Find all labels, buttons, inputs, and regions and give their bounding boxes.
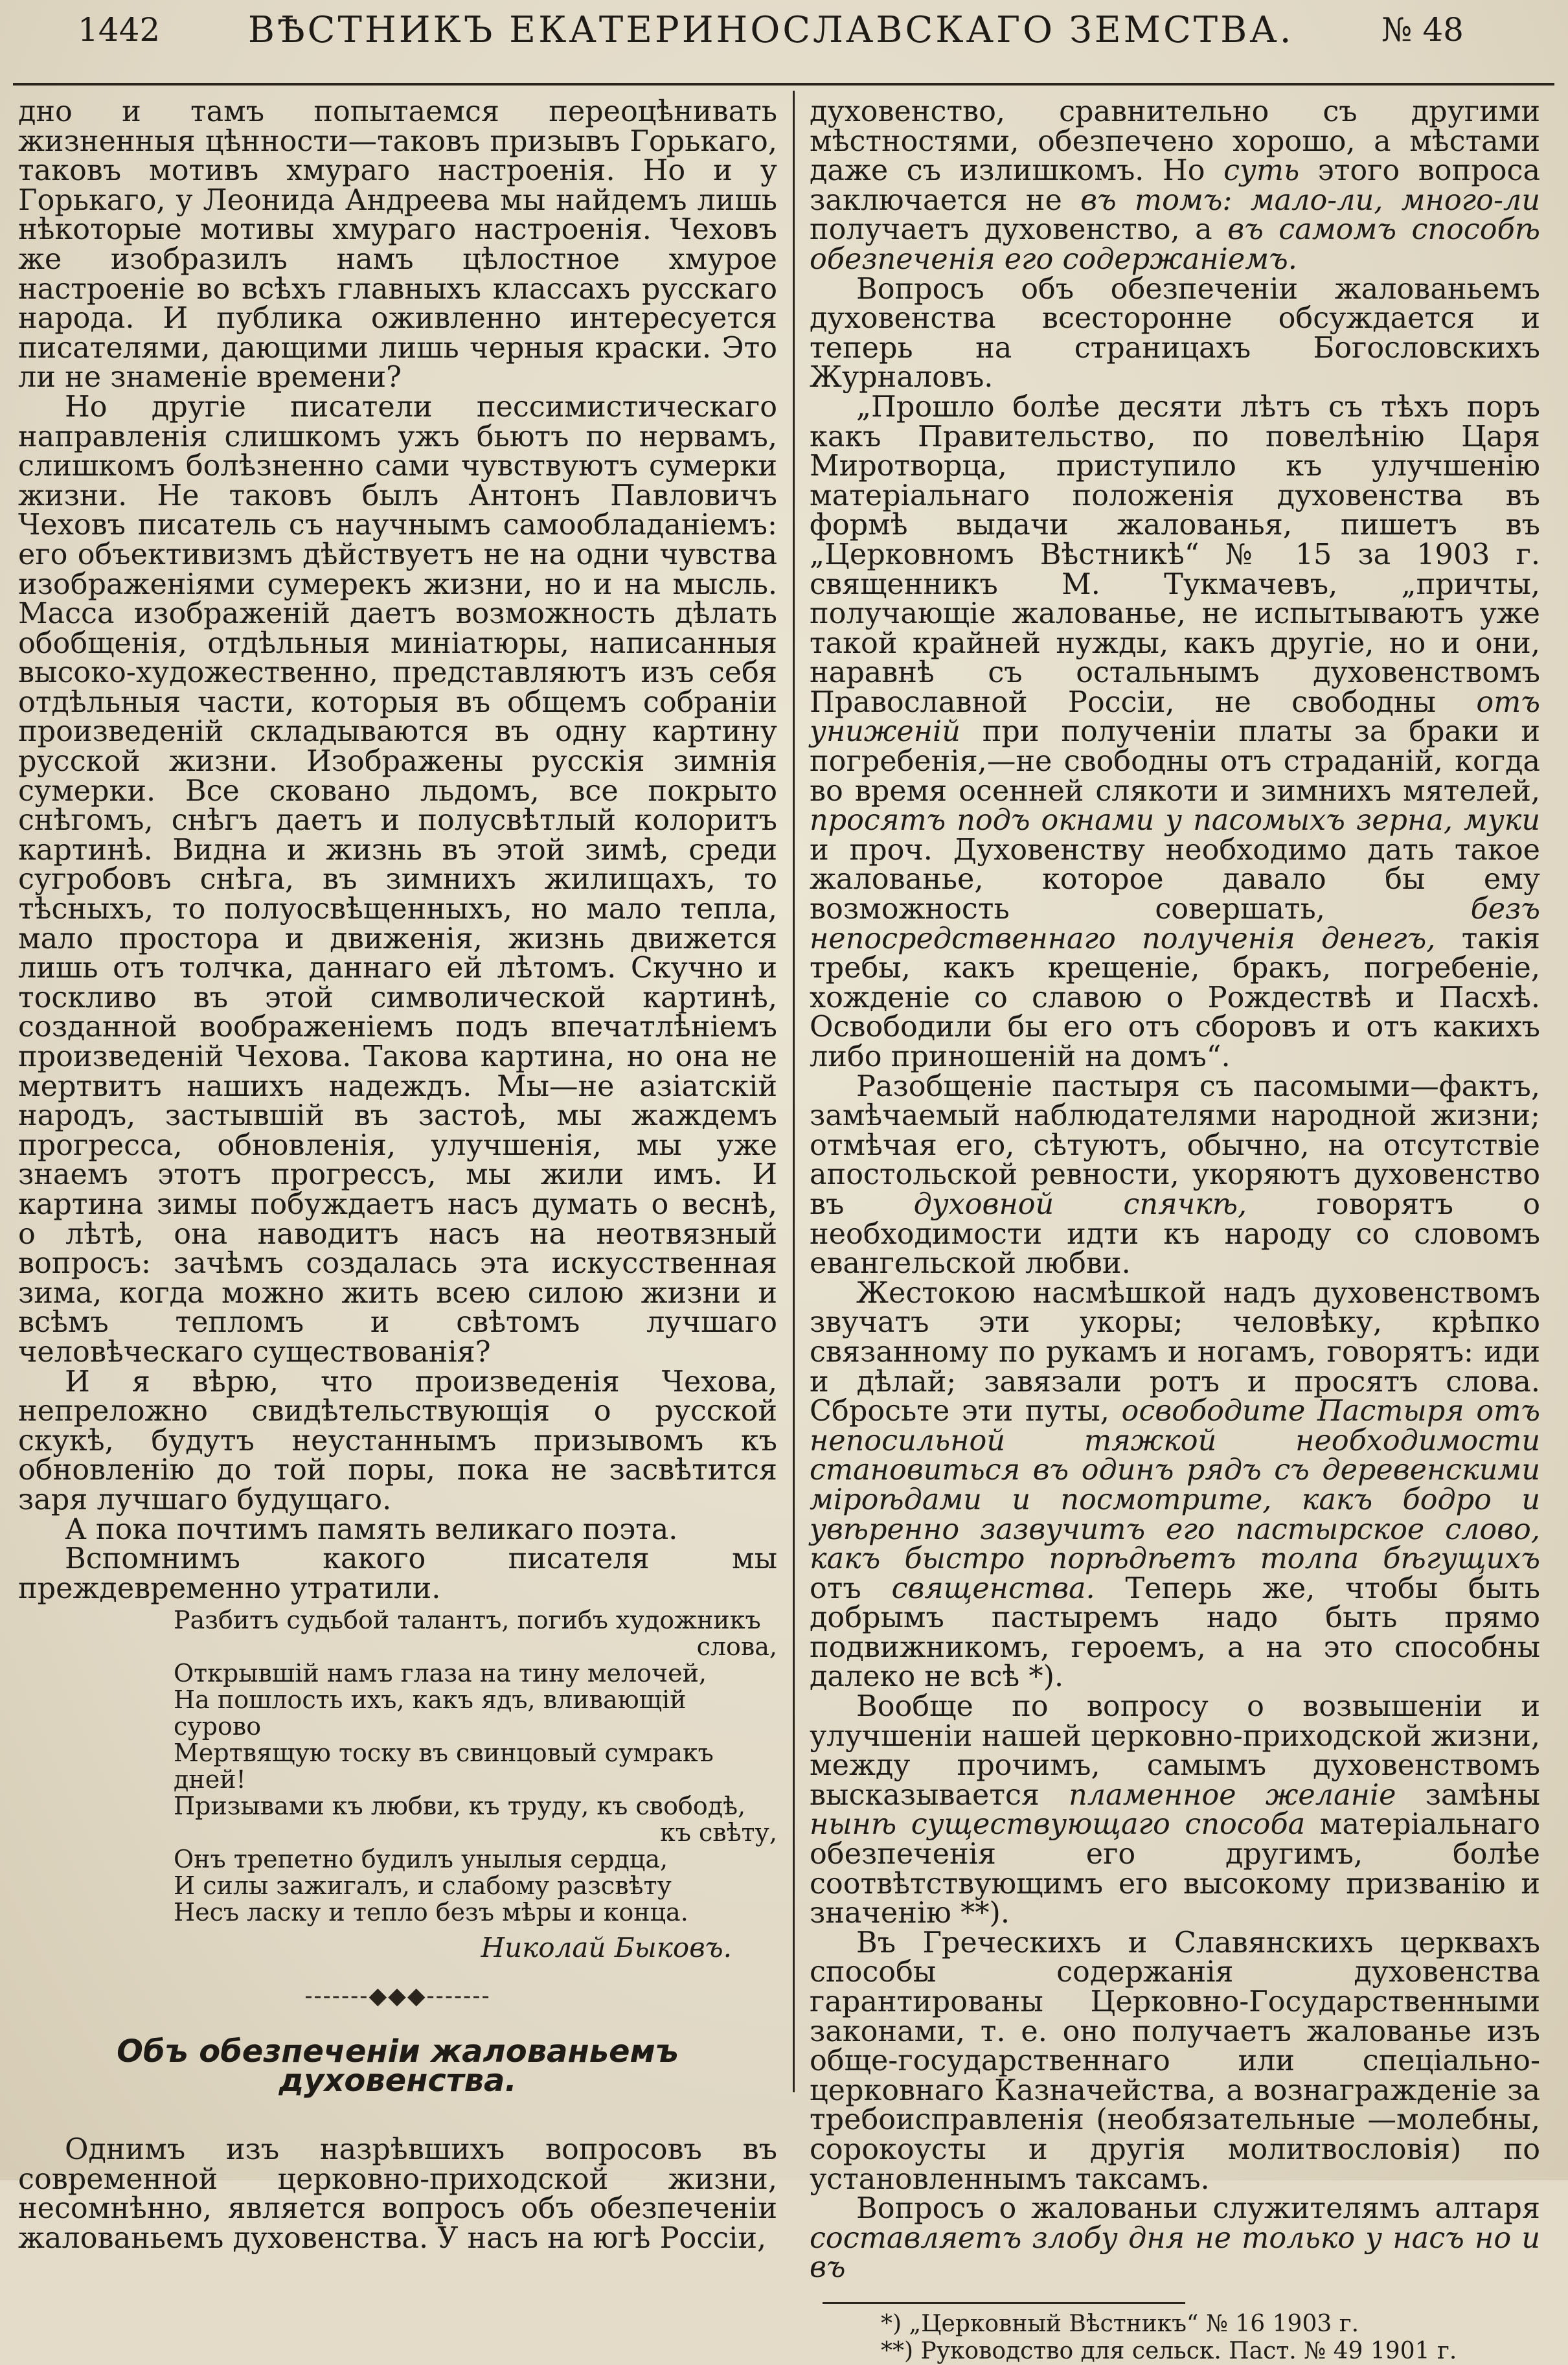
italic-run: духовной спячкѣ, [913,1187,1247,1221]
italic-run: въ томъ: мало-ли, много-ли [1080,183,1540,217]
paragraph: Но другіе писатели пессимистическаго направленія слишкомъ ужъ бьютъ по нервамъ, слишкомъ болѣзненно сами чувствуютъ сумерки жизни. Не таковъ былъ Антонъ Павловичъ Чеховъ писатель съ научнымъ самообладаніемъ: его объективизмъ дѣйствуетъ не на одни чувства изображеніями сумерекъ жизни, но и на мысль. Масса изображеній даетъ возможность дѣлать обобщенія, отдѣльныя миніатюры, написанныя высоко-художественно, представляютъ изъ себя отдѣльныя части, которыя въ общемъ собраніи произведеній складываются въ одну картину русской жизни. Изображены русскія зимнія сумерки. Все сковано льдомъ, все покрыто снѣгомъ, снѣгъ даетъ и полусвѣтлый колоритъ картинѣ. Видна и жизнь въ этой зимѣ, среди сугробовъ снѣга, въ зимнихъ жилищахъ, то тѣсныхъ, то полуосвѣщенныхъ, но мало тепла, мало простора и движенія, жизнь движется лишь отъ толчка, даннаго ей лѣтомъ. Скучно и тоскливо въ этой символической картинѣ, созданной воображеніемъ подъ впечатлѣніемъ произведеній Чехова. Такова картина, но она не мертвитъ нашихъ надеждъ. Мы—не азіатскій народъ, застывшій въ застоѣ, мы жаждемъ прогресса, обновленія, улучшенія, мы уже знаемъ этотъ прогрессъ, мы жили имъ. И картина зимы побуждаетъ насъ думать о веснѣ, о лѣтѣ, она наводитъ насъ на неотвязный вопросъ: зачѣмъ создалась эта искусственная зима, когда можно жить всею силою жизни и всѣмъ тепломъ и свѣтомъ лучшаго человѣческаго существованія? [18,390,777,1369]
text-run: замѣны [1396,1778,1540,1812]
footnote-rule [823,2302,1185,2304]
italic-run: безъ непосредственнаго полученія денегъ, [810,893,1540,955]
paragraph: дно и тамъ попытаемся переоцѣнивать жизненныя цѣнности—таковъ призывъ Горькаго, таковъ мотивъ хмураго настроенія. Но и у Горькаго, у Леонида Андреева мы найдемъ лишь нѣкоторые мотивы хмураго настроенія. Чеховъ же изобразилъ намъ цѣлостное хмурое настроеніе во всѣхъ главныхъ классахъ русскаго народа. И публика оживленно интересуется писателями, дающими лишь черныя краски. Это ли не знаменіе времени? [18,95,777,394]
text-run: при полученіи платы за браки и погребенія,—не свободны отъ страданій, когда во время осенней слякоти и зимнихъ мятелей, [810,715,1540,808]
paragraph [810,2194,1540,2283]
poem-line: Разбитъ судьбой талантъ, погибъ художникъ [174,1606,761,1635]
text-run: Жестокою насмѣшкой надъ духовенствомъ звучатъ эти укоры; человѣку, крѣпко связанному по рукамъ и ногамъ, говорятъ: иди и дѣлай; завязали ротъ и просятъ слова. Сбросьте эти путы, [810,1276,1540,1428]
italic-run: нынѣ существующаго способа [810,1808,1306,1842]
footnote: **) Руководство для сельск. Паст. № 49 1901 г. [881,2337,1457,2364]
italic-run: въ самомъ способѣ обезпеченія его содержаніемъ. [810,213,1540,276]
paragraph: Вспомнимъ какого писателя мы преждевременно утратили. [18,1542,777,1605]
italic-run: священства. [891,1571,1095,1605]
paragraph: И я вѣрю, что произведенія Чехова, непреложно свидѣтельствующія о русской скукѣ, будутъ неустаннымъ призывомъ къ обновленію до той поры, пока не засвѣтится заря лучшаго будущаго. [18,1365,777,1516]
text-run: Теперь же, чтобы быть добрымъ пастыремъ надо быть прямо подвижникомъ, героемъ, а на это способны далеко не всѣ *). [810,1571,1540,1694]
issue-number: № 48 [1381,11,1464,49]
left-column [18,97,777,2253]
page-number: 1442 [78,11,161,49]
poem-line: Открывшій намъ глаза на тину мелочей, [174,1659,707,1688]
text-run: отъ [810,1571,892,1605]
text-run: получаетъ духовенство, а [810,213,1228,247]
text-run: Разобщеніе пастыря съ пасомыми—фактъ, замѣчаемый наблюдателями народной жизни; отмѣчая его, сѣтуютъ, обычно, на отсутствіе апостольской ревности, укоряютъ духовенство въ [810,1069,1540,1221]
text-run: духовенство, сравнительно съ другими мѣстностями, обезпечено хорошо, а мѣстами даже съ излишкомъ. Но [810,95,1540,188]
paragraph [810,390,1540,1073]
poem-signature: Николай Быковъ. [481,1932,732,1964]
poem-line: Несъ ласку и тепло безъ мѣры и конца. [174,1898,688,1927]
poem-line: Мертвящую тоску въ свинцовый сумракъ дней! [174,1739,714,1794]
paragraph [810,97,1540,275]
page-header [78,4,1464,56]
paragraph [810,1069,1540,1281]
paragraph: Вопросъ объ обезпеченіи жалованьемъ духовенства всесторонне обсуждается и теперь на страницахъ Богословскихъ Журналовъ. [810,272,1540,394]
italic-run: освободите Пастыря отъ непосильной тяжкой необходимости становиться въ одинъ рядъ съ деревенскими міроѣдами и посмотрите, какъ бодро и увѣренно зазвучитъ его пастырское слово, какъ быстро порѣдѣетъ толпа бѣгущихъ [810,1395,1540,1576]
column-divider [793,91,795,2092]
header-rule [13,83,1554,86]
text-run: говорятъ о необходимости идти къ народу со словомъ евангельской любви. [810,1187,1540,1281]
text-run: матеріальнаго обезпеченія его другимъ, болѣе соотвѣтствующимъ его высокому призванію и значенію **). [810,1808,1540,1930]
poem-line: На пошлость ихъ, какъ ядъ, вливающій сурово [174,1685,687,1741]
text-run: такія требы, какъ крещеніе, бракъ, погребеніе, хожденіе со славою о Рождествѣ и Пасхѣ. Освободили бы его отъ сборовъ и отъ какихъ либо приношеній на домъ“. [810,922,1540,1073]
poem-line: къ свѣту, [659,1818,777,1847]
right-column [810,97,1540,2365]
text-run: Вопросъ о жалованьи служителямъ алтаря [856,2192,1540,2226]
paragraph: Однимъ изъ назрѣвшихъ вопросовъ въ современной церковно-приходской жизни, несомнѣнно, является вопросъ объ обезпеченіи жалованьемъ духовенства. У насъ на югѣ Россіи, [18,2133,777,2255]
italic-run: суть [1223,154,1300,188]
poem-line: И силы зажигалъ, и слабому разсвѣту [174,1871,672,1901]
text-run: Вообще по вопросу о возвышеніи и улучшеніи нашей церковно-приходской жизни, между прочимъ, самымъ духовенствомъ высказывается [810,1690,1540,1812]
italic-run: пламенное желаніе [1069,1778,1396,1812]
italic-run: отъ униженій [810,685,1540,749]
poem [18,1607,777,1926]
paragraph [810,1692,1540,1928]
italic-run: составляетъ злобу дня не только у насъ но и въ [810,2221,1540,2285]
text-run: и проч. Духовенству необходимо дать такое жалованье, которое давало бы ему возможность совершать, [810,833,1540,926]
footnote: *) „Церковный Вѣстникъ“ № 16 1903 г. [881,2310,1359,2337]
section-title: Объ обезпеченіи жалованьемъ духовенства. [117,2033,679,2099]
poem-line: Призывами къ любви, къ труду, къ свободѣ, [174,1792,746,1821]
journal-title: ВѢСТНИКЪ ЕКАТЕРИНОСЛАВСКАГО ЗЕМСТВА. [247,8,1294,51]
poem-line: слова, [696,1632,777,1662]
text-run: этого вопроса заключается не [810,154,1540,217]
italic-run: просятъ подъ окнами у пасомыхъ зерна, муки [810,804,1540,838]
poem-line: Онъ трепетно будилъ унылыя сердца, [174,1845,668,1874]
paragraph [810,1276,1540,1694]
paragraph: Въ Греческихъ и Славянскихъ церквахъ способы содержанія духовенства гарантированы Церковно-Государственными законами, т. е. оно получаетъ жалованье изъ обще-государственнаго или спеціально-церковнаго Казначейства, а вознагражденіе за требоисправленія (необязательные —молебны, сорокоусты и другія молитвословія) по установленнымъ таксамъ. [810,1926,1540,2196]
text-run: „Прошло болѣе десяти лѣтъ съ тѣхъ поръ какъ Правительство, по повелѣнію Царя Миротворца, приступило къ улучшенію матеріальнаго положенія духовенства въ формѣ выдачи жалованья, пишетъ въ „Церковномъ Вѣстникѣ“ № 15 за 1903 г. священникъ М. Тукмачевъ, „причты, получающіе жалованье, не испытываютъ уже такой крайней нужды, какъ другіе, но и они, наравнѣ съ остальнымъ духовенствомъ Православной Россіи, не свободны [810,390,1540,719]
paragraph: А пока почтимъ память великаго поэта. [65,1513,678,1546]
section-ornament: -------◆◆◆------- [304,1983,491,2010]
